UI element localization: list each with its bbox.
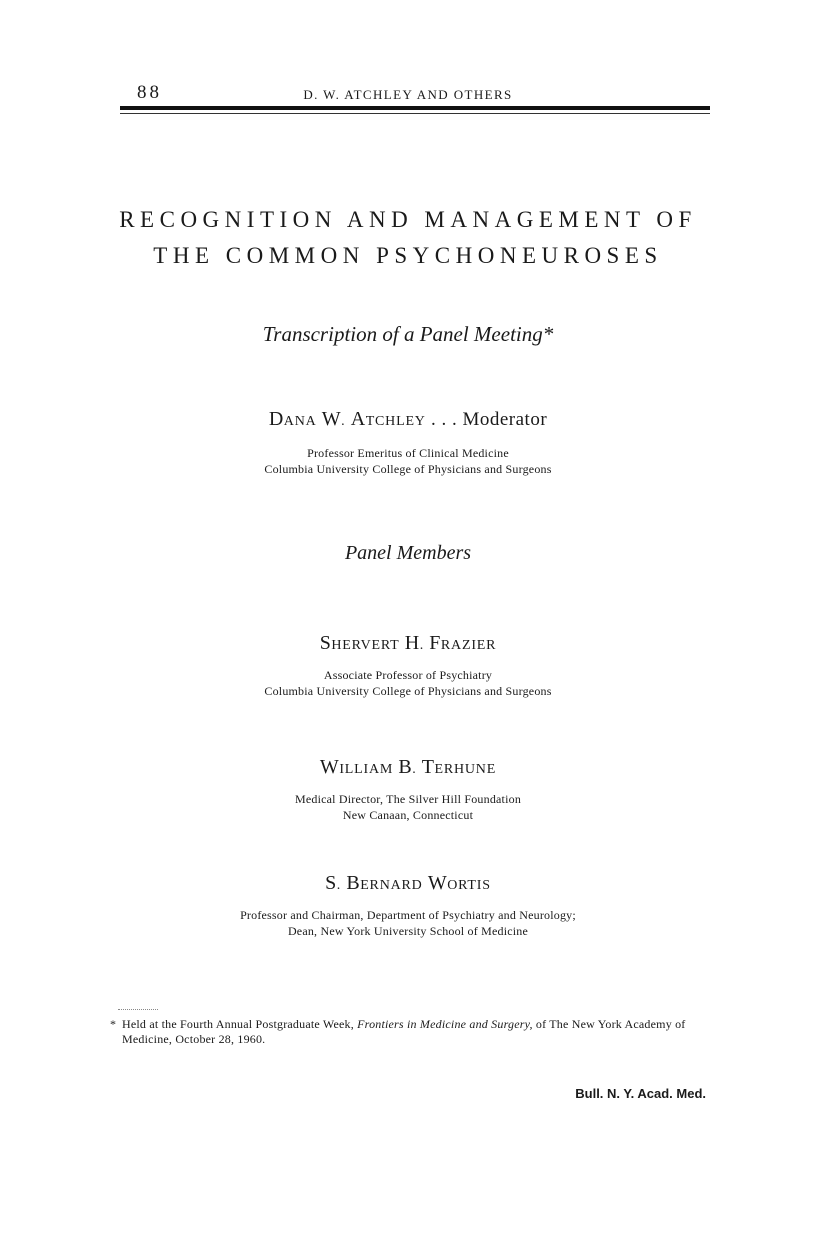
member-name [0,754,816,783]
member-middle-initial: B. [398,756,417,778]
member-first-name: S. [325,872,342,894]
member-name [0,630,816,659]
page-number: 88 [137,82,162,103]
member-affiliation-2: New Canaan, Connecticut [342,808,474,822]
member-affiliation-1: Associate Professor of Psychiatry [323,668,493,682]
footnote-rule [118,1009,158,1011]
member-first-name: SHERVERT [319,632,400,654]
member-middle-initial: H. [404,632,425,654]
page-header [0,82,816,106]
member-last-name: WORTIS [427,872,491,894]
member-affiliation-1: Professor and Chairman, Department of Psychiatry and Neurology; [240,908,576,922]
panel-members-heading: Panel Members [344,542,472,564]
running-head: D. W. ATCHLEY AND OTHERS [303,87,513,102]
moderator-affiliation-1: Professor Emeritus of Clinical Medicine [307,446,509,460]
moderator-role: . . . Moderator [430,409,548,430]
member-last-name: TERHUNE [421,756,497,778]
footnote-text [110,1017,710,1047]
moderator-block [0,406,816,477]
moderator-first-name: DANA [268,408,317,430]
panel-member [0,870,816,939]
article-subtitle: Transcription of a Panel Meeting* [262,322,554,346]
footnote [110,1017,710,1047]
moderator-name [0,406,816,435]
article-title [0,202,816,274]
member-affiliation-1: Medical Director, The Silver Hill Foundation [294,792,522,806]
member-affiliation-2: Dean, New York University School of Medicine [287,924,529,938]
footnote-text-start: Held at the Fourth Annual Postgraduate Week, [122,1017,358,1031]
header-rule-thin [120,113,710,114]
footnote-text-italic: Frontiers in Medicine and Surgery, [357,1017,533,1031]
header-rule-thick [120,106,710,110]
member-last-name: FRAZIER [429,632,497,654]
footnote-marker: * [110,1017,117,1031]
moderator-middle-initial: W. [321,408,346,430]
footnote-text-end: of The New York Academy of Medicine, October 28, 1960. [122,1017,686,1046]
journal-citation: Bull. N. Y. Acad. Med. [575,1086,706,1101]
member-affiliation-2: Columbia University College of Physicians and Surgeons [264,684,552,698]
title-line-2: THE COMMON PSYCHONEUROSES [153,243,663,268]
member-name [0,870,816,899]
member-first-name: WILLIAM [319,756,394,778]
moderator-affiliation-2: Columbia University College of Physicians and Surgeons [264,462,552,476]
panel-member [0,630,816,699]
member-middle-name: BERNARD [346,872,423,894]
moderator-last-name: ATCHLEY [350,408,426,430]
title-line-1: RECOGNITION AND MANAGEMENT OF [119,207,697,232]
panel-member [0,754,816,823]
